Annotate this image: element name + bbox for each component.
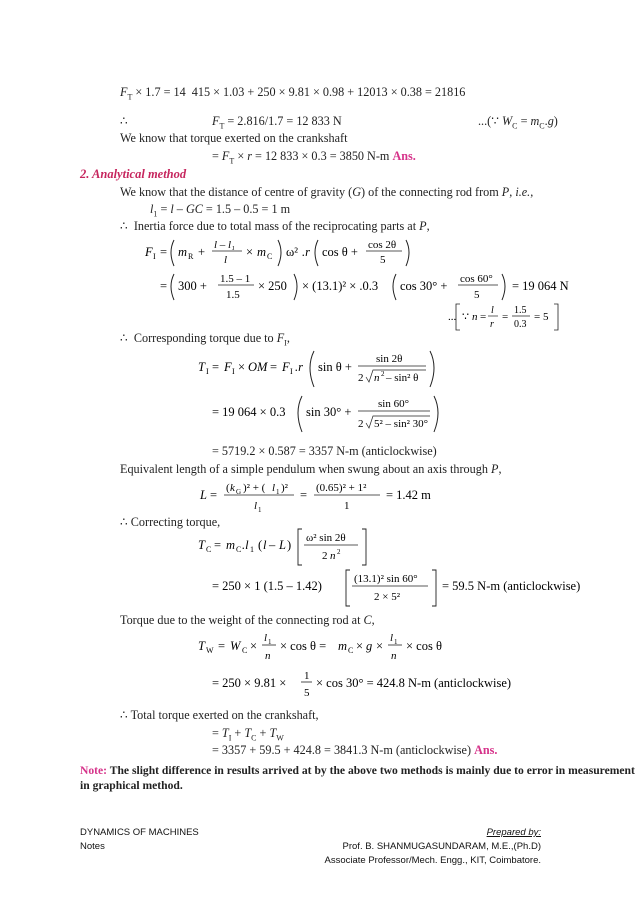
svg-text:W: W [230,639,241,653]
inertia-intro: ∴ Inertia force due to total mass of the reciprocating parts at P, [120,219,430,233]
svg-text:m: m [226,538,236,552]
svg-text:I: I [206,367,209,376]
svg-text:C: C [267,252,273,261]
footer-doc-type: Notes [80,841,105,852]
tw-value [190,665,510,705]
svg-text:R: R [188,252,194,261]
cg-eq: $l_1 = l$ – GC = 1.5 – 0.5 = 1 m [150,202,291,219]
svg-text:C: C [348,646,354,655]
svg-text:cos 2θ: cos 2θ [368,239,397,251]
ans-label: Ans. [392,149,416,163]
svg-text:× 250: × 250 [258,279,287,293]
svg-text:l: l [390,632,394,644]
svg-text:2: 2 [358,418,364,430]
svg-text:= 5: = 5 [534,311,549,323]
svg-text:.r: .r [295,360,303,374]
svg-text:=: = [212,360,220,374]
svg-text:): ) [287,538,292,552]
svg-text:= 19 064 × 0.3: = 19 064 × 0.3 [212,405,286,419]
svg-text:ω² sin 2θ: ω² sin 2θ [306,532,346,544]
svg-text:300 +: 300 + [178,279,207,293]
svg-text:×: × [250,639,258,653]
svg-text:2 × 5²: 2 × 5² [374,591,401,603]
eq-ft-moment: $F_T \times 1.7 = 14$ 415 × 1.03 + 250 × 9.81 × 0.98 + 12013 × 0.38 = 21816 [120,85,466,102]
weight-intro: Torque due to the weight of the connecting rod at C, [120,613,375,627]
svg-text:=: = [160,279,168,293]
svg-text:= 1.42 m: = 1.42 m [386,488,431,502]
section-heading: 2. Analytical method [80,167,187,181]
svg-text:=: = [480,311,487,323]
svg-text:×: × [376,639,384,653]
svg-text:C: C [242,646,248,655]
svg-text:.l: .l [242,538,249,552]
footer-affiliation: Associate Professor/Mech. Engg., KIT, Coimbatore. [324,855,541,866]
svg-text:× (13.1)² × .0.3: × (13.1)² × .0.3 [302,279,379,293]
svg-text:F: F [145,245,153,259]
svg-text:T: T [198,360,205,374]
svg-text:n: n [330,550,336,562]
svg-text:2: 2 [322,550,328,562]
svg-text:ω²: ω² [286,245,298,259]
correcting-intro: ∴ Correcting torque, [120,515,221,529]
svg-text:n: n [265,650,271,662]
svg-text:m: m [178,245,188,259]
svg-text:= 250 × 9.81 ×: = 250 × 9.81 × [212,676,287,690]
svg-text:0.3: 0.3 [514,319,527,330]
cg-intro: We know that the distance of centre of gravity (G) of the connecting rod from P, i.e., [120,185,534,199]
svg-text:1.5 – 1: 1.5 – 1 [220,273,251,285]
tc-formula [190,525,390,569]
svg-text:×: × [356,639,364,653]
ans-label-final: Ans. [474,743,498,757]
svg-text:=: = [160,245,168,259]
svg-text:= 59.5 N-m (anticlockwise): = 59.5 N-m (anticlockwise) [442,579,581,593]
svg-text:L: L [200,488,207,502]
total-value-text: = 3357 + 59.5 + 424.8 = 3841.3 N-m (anticlockwise) [212,743,472,757]
ti-value [190,390,450,438]
svg-text:l – l₁: l – l₁ [214,239,235,251]
ti-formula [190,345,450,391]
svg-text:m: m [257,245,267,259]
svg-text:× cos θ =: × cos θ = [280,639,327,653]
svg-text:× cos θ: × cos θ [406,639,442,653]
svg-text:×: × [238,360,246,374]
svg-text:F: F [282,360,290,374]
total-formula: = $T_I + T_C + T_W$ [212,726,284,743]
svg-text:(0.65)² + 1²: (0.65)² + 1² [316,482,367,494]
svg-text:=: = [218,639,226,653]
svg-text:.r: .r [302,245,310,259]
torque-fi-intro: ∴ Corresponding torque due to $F_I$, [120,331,290,348]
fi-formula [140,232,560,272]
svg-text:×: × [246,245,254,259]
svg-text:2: 2 [358,372,364,384]
svg-text:1: 1 [258,506,262,514]
svg-text:cos θ +: cos θ + [322,245,358,259]
torque-eq: = $F_T \times r = 12$ 833 × 0.3 = 3850 N-m Ans. [212,149,416,166]
svg-text:(: ( [226,482,230,494]
svg-text:∵: ∵ [462,311,469,323]
svg-text:l: l [263,538,267,552]
note-label: Note: [80,764,108,777]
svg-text:+: + [198,245,206,259]
svg-text:= 250 × 1 (1.5 – 1.42): = 250 × 1 (1.5 – 1.42) [212,579,322,593]
svg-text:l: l [264,632,268,644]
svg-text:...: ... [448,311,457,323]
svg-text:(13.1)² sin 60°: (13.1)² sin 60° [354,573,418,585]
svg-text:– sin² θ: – sin² θ [386,372,419,384]
svg-text:2: 2 [337,548,341,556]
eq-ft-note: ...(∵ $W_C = m_C.g$) [478,114,558,131]
svg-text:5: 5 [380,254,386,266]
ti-result: = 5719.2 × 0.587 = 3357 N-m (anticlockwise) [212,444,437,458]
svg-text:I: I [290,367,293,376]
svg-text:1: 1 [344,500,350,512]
svg-text:k: k [230,482,235,494]
svg-text:sin 60°: sin 60° [378,398,409,410]
svg-text:(: ( [258,538,263,552]
svg-text:1: 1 [304,670,310,682]
footer-course: DYNAMICS OF MACHINES [80,827,199,838]
torque-intro: We know that torque exerted on the crankshaft [120,131,348,145]
svg-text:l: l [491,305,494,316]
svg-text:)² + (: )² + ( [243,482,266,494]
svg-text:g: g [366,639,373,653]
svg-text:l: l [254,500,258,512]
svg-text:5: 5 [304,687,310,699]
svg-text:T: T [198,538,205,552]
tw-formula [190,628,490,668]
svg-text:5: 5 [474,289,480,301]
svg-text:F: F [224,360,232,374]
svg-text:5² – sin² 30°: 5² – sin² 30° [374,418,429,430]
svg-text:n: n [374,372,380,384]
note-line-2: in graphical method. [80,779,183,792]
svg-text:=: = [214,538,222,552]
svg-text:=: = [300,488,308,502]
svg-text:C: C [236,545,242,554]
svg-text:l: l [224,254,228,266]
svg-text:=: = [502,311,509,323]
svg-text:2: 2 [381,370,385,378]
svg-text:sin θ +: sin θ + [318,360,352,374]
footer-author: Prof. B. SHANMUGASUNDARAM, M.E.,(Ph.D) [342,841,541,852]
svg-text:)²: )² [281,482,288,494]
fi-note [440,300,580,334]
svg-text:1.5: 1.5 [514,305,527,316]
pendulum-intro: Equivalent length of a simple pendulum when swung about an axis through P, [120,462,502,476]
total-intro: ∴ Total torque exerted on the crankshaft, [120,708,319,722]
svg-text:cos 60°: cos 60° [460,273,493,285]
total-value [212,743,497,757]
svg-text:1.5: 1.5 [226,289,240,301]
svg-text:1: 1 [276,488,280,496]
tc-value [190,566,581,610]
svg-text:n: n [472,311,478,323]
svg-text:G: G [236,488,242,496]
pendulum-eq [190,477,490,517]
svg-text:=: = [210,488,218,502]
note-text-1: The slight difference in results arrived at by the above two methods is mainly due to error in measurement [109,764,635,777]
svg-text:sin 2θ: sin 2θ [376,353,403,365]
svg-text:I: I [232,367,235,376]
svg-text:1: 1 [394,638,398,646]
svg-text:W: W [206,646,214,655]
footer-prepared-by: Prepared by: [486,827,541,838]
svg-text:× cos 30° = 424.8 N-m (anticlo: × cos 30° = 424.8 N-m (anticlockwise) [316,676,512,690]
svg-text:cos 30° +: cos 30° + [400,279,448,293]
svg-text:n: n [391,650,397,662]
therefore-symbol: ∴ [120,114,128,128]
svg-text:m: m [338,639,348,653]
svg-text:L: L [279,538,286,552]
svg-text:=: = [270,360,278,374]
svg-text:–: – [269,538,276,552]
svg-text:T: T [198,639,205,653]
eq-ft-value: $F_T = 2.816/1.7 = 12$ 833 N [212,114,342,131]
svg-text:r: r [490,319,494,330]
svg-text:C: C [206,545,212,554]
svg-text:OM: OM [248,360,268,374]
svg-text:I: I [153,252,156,261]
svg-text:1: 1 [268,638,272,646]
svg-text:= 19 064 N: = 19 064 N [512,279,569,293]
svg-text:sin 30° +: sin 30° + [306,405,352,419]
svg-text:l: l [272,482,276,494]
svg-text:1: 1 [250,545,254,554]
note-line-1 [80,764,635,778]
